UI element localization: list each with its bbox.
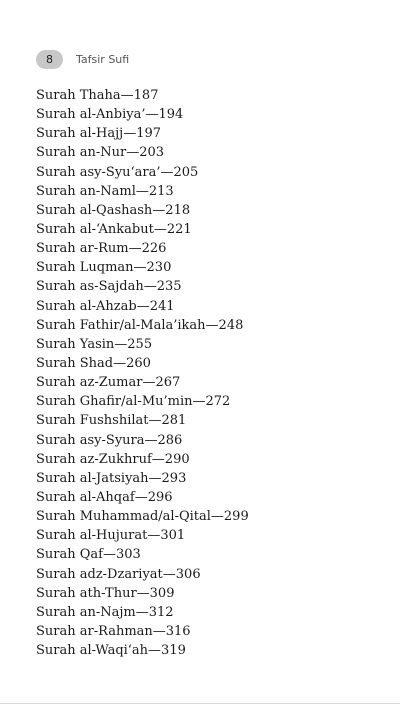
toc-entry: Surah al-Anbiya’—194 [36,107,184,123]
toc-entry: Surah Luqman—230 [36,260,172,276]
toc-entry: Surah Qaf—303 [36,547,141,563]
running-title: Tafsir Sufi [76,53,130,66]
toc-entry: Surah an-Najm—312 [36,604,174,620]
toc-entry: Surah az-Zumar—267 [36,375,181,391]
toc-entry: Surah ath-Thur—309 [36,585,175,601]
toc-entry: Surah Yasin—255 [36,336,153,352]
toc-entry: Surah Thaha—187 [36,88,159,103]
toc-entry: Surah az-Zukhruf—290 [36,451,190,467]
toc-entry: Surah al-Hujurat—301 [36,528,186,544]
toc-entry: Surah al-Hajj—197 [36,126,162,142]
bottom-divider [0,703,400,704]
toc-entry: Surah al-Waqi‘ah—319 [36,643,186,659]
toc-entry: Surah Ghafir/al-Mu’min—272 [36,394,231,410]
page-number-badge: 8 [36,50,63,69]
toc-entry: Surah al-Ahqaf—296 [36,489,173,505]
toc-entry: Surah al-‘Ankabut—221 [36,221,192,237]
toc-entry: Surah al-Qashash—218 [36,202,191,218]
toc-entry: Surah adz-Dzariyat—306 [36,566,201,582]
toc-entry: Surah an-Naml—213 [36,183,174,199]
toc-entry: Surah Shad—260 [36,355,151,371]
toc-entry: Surah Fushshilat—281 [36,413,187,429]
toc-entry: Surah Muhammad/al-Qital—299 [36,509,249,525]
page-header [36,50,129,69]
toc-entry: Surah ar-Rum—226 [36,241,167,257]
toc-entry: Surah asy-Syura—286 [36,432,183,448]
table-of-contents [36,86,249,660]
toc-entry: Surah asy-Syu‘ara’—205 [36,164,199,180]
toc-entry: Surah al-Ahzab—241 [36,298,175,314]
toc-entry: Surah al-Jatsiyah—293 [36,470,187,486]
toc-entry: Surah an-Nur—203 [36,145,165,161]
toc-entry: Surah as-Sajdah—235 [36,279,182,295]
toc-entry: Surah ar-Rahman—316 [36,623,191,639]
toc-entry: Surah Fathir/al-Mala’ikah—248 [36,317,244,333]
